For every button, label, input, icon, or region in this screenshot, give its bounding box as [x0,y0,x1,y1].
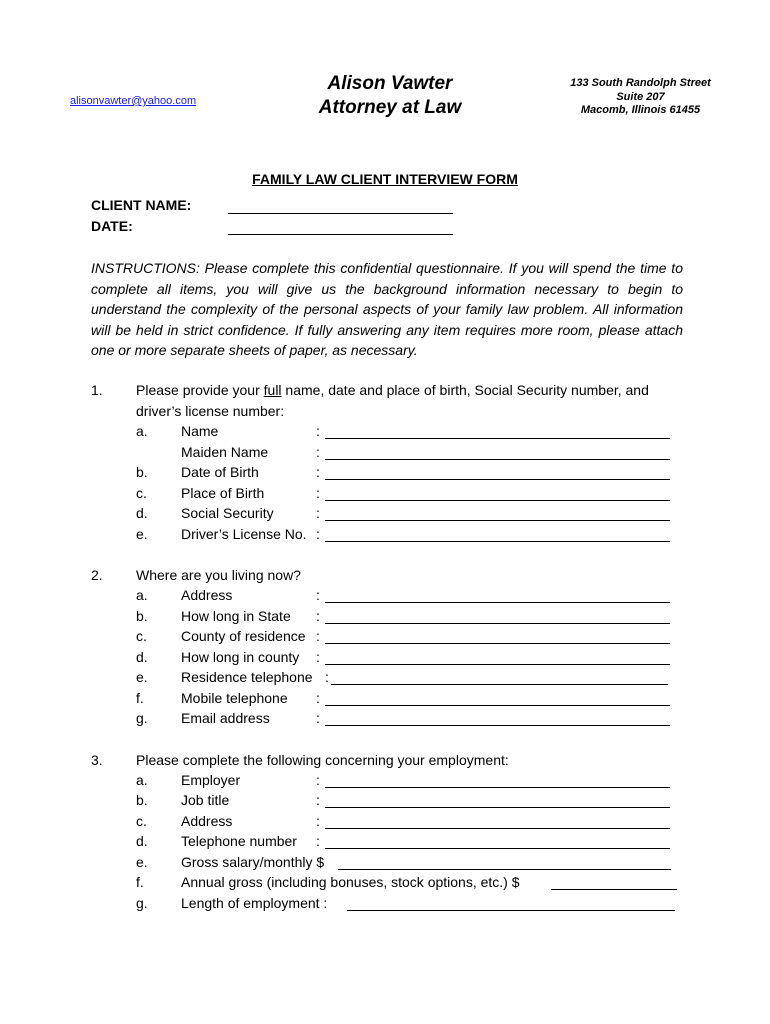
q3-item-label: Address [181,813,233,829]
q2-item-colon: : [316,649,320,665]
q1-item-label: Maiden Name [181,444,269,460]
q1-item-colon: : [316,444,320,460]
q1-item-label: Driver’s License No. [181,526,307,542]
q3-item-label: Job title [181,792,230,808]
q1-drivers-license-field[interactable] [325,541,670,542]
q2-item-label: Mobile telephone [181,690,288,706]
client-name-label: CLIENT NAME: [91,197,192,213]
q2-item-colon: : [316,628,320,644]
q1-social-security-field[interactable] [325,520,670,521]
question-2-text: Where are you living now? [136,567,301,583]
question-1-number: 1. [91,382,103,398]
q1-item-colon: : [316,505,320,521]
q3-item-letter: b. [136,792,148,808]
q2-item-colon: : [316,710,320,726]
q3-item-label: Gross salary/monthly $ [181,854,325,870]
client-name-field[interactable] [228,213,453,214]
q2-item-colon: : [316,690,320,706]
q3-item-label: Length of employment : [181,895,328,911]
q2-item-label: How long in county [181,649,300,665]
question-3-number: 3. [91,752,103,768]
q2-item-colon: : [316,608,320,624]
q2-how-long-in-state-field[interactable] [325,623,670,624]
q3-item-label: Telephone number [181,833,297,849]
q3-item-letter: g. [136,895,148,911]
attorney-name: Alison Vawter [327,73,453,94]
q3-item-colon: : [316,833,320,849]
q2-item-letter: e. [136,669,148,685]
date-field[interactable] [228,234,453,235]
office-address [548,77,733,118]
q1-item-letter: d. [136,505,148,521]
q1-place-of-birth-field[interactable] [325,500,670,501]
address-line-1: 133 South Randolph Street [570,77,711,89]
q1-item-letter: e. [136,526,148,542]
q3-item-colon: : [316,813,320,829]
q2-mobile-telephone-field[interactable] [325,705,670,706]
attorney-email-link[interactable]: alisonvawter@yahoo.com [70,95,197,107]
q1-item-label: Place of Birth [181,485,265,501]
q1-item-label: Date of Birth [181,464,259,480]
q3-item-colon: : [316,772,320,788]
question-1-text [136,380,676,421]
q3-item-letter: f. [136,874,144,890]
q1-item-label: Name [181,423,219,439]
instructions-paragraph: INSTRUCTIONS: Please complete this confidential questionnaire. If you will spend the time to complete all items, you will give us the background information necessary to begin to understand the complexity of the personal aspects of your family law problem. All information will be held in strict confidence. If fully answering any item requires more room, please attach one or more separate sheets of paper, as necessary. [91,260,683,358]
q2-how-long-in-county-field[interactable] [325,664,670,665]
q3-job-title-field[interactable] [325,807,670,808]
q1-item-colon: : [316,485,320,501]
question-1-text-emphasis: full [263,382,282,398]
q3-gross-salary-monthly-field[interactable] [338,869,671,870]
q1-item-colon: : [316,464,320,480]
q2-email-address-field[interactable] [325,725,670,726]
letterhead-title [290,72,490,120]
address-line-2: Suite 207 [616,90,665,103]
q1-date-of-birth-field[interactable] [325,479,670,480]
q1-name-field[interactable] [325,438,670,439]
question-3-text: Please complete the following concerning your employment: [136,752,509,768]
q2-residence-telephone-field[interactable] [331,684,668,685]
q1-item-colon: : [316,526,320,542]
q3-annual-gross-field[interactable] [551,889,677,890]
q3-item-letter: c. [136,813,147,829]
q2-item-letter: a. [136,587,148,603]
question-1-text-start: Please provide your [136,382,264,398]
q2-address-field[interactable] [325,602,670,603]
q2-item-letter: g. [136,710,148,726]
q2-item-letter: f. [136,690,144,706]
q2-item-colon: : [325,669,329,685]
form-title-text: FAMILY LAW CLIENT INTERVIEW FORM [252,171,518,187]
q2-item-letter: b. [136,608,148,624]
q1-item-letter: c. [136,485,147,501]
q3-telephone-number-field[interactable] [325,848,670,849]
q3-item-label: Employer [181,772,241,788]
q2-item-label: County of residence [181,628,306,644]
q2-item-label: Address [181,587,233,603]
q1-item-letter: b. [136,464,148,480]
q3-item-letter: e. [136,854,148,870]
q3-address-field[interactable] [325,828,670,829]
q2-item-letter: c. [136,628,147,644]
q1-item-colon: : [316,423,320,439]
q2-item-label: Residence telephone [181,669,313,685]
date-label: DATE: [91,218,133,234]
form-title [0,171,770,187]
q3-item-colon: : [316,792,320,808]
attorney-title: Attorney at Law [318,97,462,118]
q3-item-letter: a. [136,772,148,788]
question-1-text-end: name, date and place of birth, Social Security number, and driver’s license number: [136,382,649,419]
q2-item-label: How long in State [181,608,291,624]
address-line-3: Macomb, Illinois 61455 [580,104,701,116]
q1-item-letter: a. [136,423,148,439]
q2-item-letter: d. [136,649,148,665]
q1-maiden-name-field[interactable] [325,459,670,460]
q2-item-colon: : [316,587,320,603]
q3-item-letter: d. [136,833,148,849]
q2-item-label: Email address [181,710,270,726]
question-2-number: 2. [91,567,103,583]
q3-item-label: Annual gross (including bonuses, stock options, etc.) $ [181,874,520,890]
q3-length-of-employment-field[interactable] [347,910,675,911]
q3-employer-field[interactable] [325,787,670,788]
q2-county-of-residence-field[interactable] [325,643,670,644]
q1-item-label: Social Security [181,505,274,521]
